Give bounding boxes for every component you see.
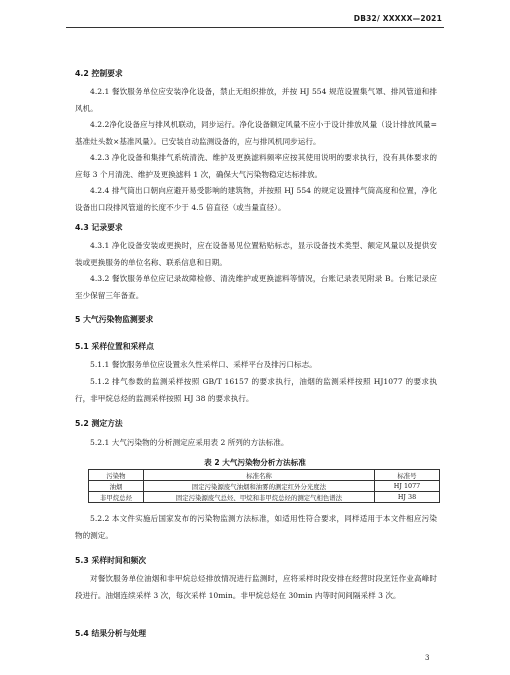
table-header-cell: 标准号 [375, 470, 440, 481]
para-4-3-1: 4.3.1 净化设备安装或更换时，应在设备易见位置粘贴标志，显示设备技术类型、额定风量以及提供安装或更换服务的单位名称、联系信息和日期。 [75, 241, 437, 267]
page-number: 3 [425, 654, 430, 662]
table-2 [88, 469, 440, 503]
para-5-2-2: 5.2.2 本文件实施后国家发布的污染物监测方法标准，如适用性符合要求，同样适用于本文件相应污染物的测定。 [75, 514, 437, 540]
table-header-cell: 污染物 [89, 470, 144, 481]
table-cell: 油烟 [89, 481, 144, 492]
section-5-title: 5 大气污染物监测要求 [75, 315, 154, 324]
para-4-2-4: 4.2.4 排气筒出口朝向应避开易受影响的建筑物，并按照 HJ 554 的规定设置排气筒高度和位置，净化设备出口段排风管道的长度不少于 4.5 倍直径（或当量直径）。 [75, 186, 437, 212]
table-header-row [89, 470, 440, 481]
para-4-3-2: 4.3.2 餐饮服务单位应记录故障检修、清洗维护或更换滤料等情况，台账记录表见附录 B。台账记录应至少保留三年备查。 [75, 274, 437, 300]
table-cell: 固定污染源废气总烃、甲烷和非甲烷总烃的测定气相色谱法 [144, 492, 375, 503]
para-4-2-2: 4.2.2净化设备应与排风机联动，同步运行。净化设备额定风量不应小于设计排放风量（设计排放风量=基准灶头数×基准风量）。已安装自动监测设备的，应与排风机同步运行。 [75, 120, 437, 146]
section-4-2-title: 4.2 控制要求 [75, 69, 123, 78]
table-row [89, 481, 440, 492]
table-header-cell: 标准名称 [144, 470, 375, 481]
para-5-3: 对餐饮服务单位油烟和非甲烷总烃排放情况进行监测时，应将采样时段安排在经营时段烹饪作业高峰时段进行。油烟连续采样 3 次，每次采样 10min。非甲烷总烃在 30min 内等时间间隔采样 3 次。 [75, 574, 437, 600]
para-5-1-2: 5.1.2 排气参数的监测采样按照 GB/T 16157 的要求执行，油烟的监测采样按照 HJ1077 的要求执行，非甲烷总烃的监测采样按照 HJ 38 的要求执行。 [75, 377, 437, 403]
para-4-2-3: 4.2.3 净化设备和集排气系统清洗、维护及更换滤料频率应按其使用说明的要求执行，没有具体要求的应每 3 个月清洗、维护及更换滤料 1 次，确保大气污染物稳定达标排放。 [75, 153, 437, 179]
document-code: DB32/ XXXXX—2021 [353, 14, 442, 23]
table-cell: HJ 1077 [375, 481, 440, 492]
section-5-3-title: 5.3 采样时间和频次 [75, 556, 147, 565]
section-5-1-title: 5.1 采样位置和采样点 [75, 342, 154, 351]
para-4-2-1: 4.2.1 餐饮服务单位应安装净化设备，禁止无组织排放，并按 HJ 554 规范设置集气罩、排风管道和排风机。 [75, 87, 437, 113]
table-cell: 固定污染源废气油烟和油雾的测定红外分光度法 [144, 481, 375, 492]
table-2-caption: 表 2 大气污染物分析方法标准 [204, 458, 306, 467]
table-row [89, 492, 440, 503]
section-5-4-title: 5.4 结果分析与处理 [75, 629, 147, 638]
section-5-2-title: 5.2 测定方法 [75, 419, 123, 428]
section-4-3-title: 4.3 记录要求 [75, 223, 123, 232]
para-5-2-1: 5.2.1 大气污染物的分析测定应采用表 2 所列的方法标准。 [90, 438, 289, 447]
table-cell: 非甲烷总烃 [89, 492, 144, 503]
table-cell: HJ 38 [375, 492, 440, 503]
para-5-1-1: 5.1.1 餐饮服务单位应设置永久性采样口、采样平台及排污口标志。 [90, 360, 317, 369]
header-rule [66, 27, 444, 28]
